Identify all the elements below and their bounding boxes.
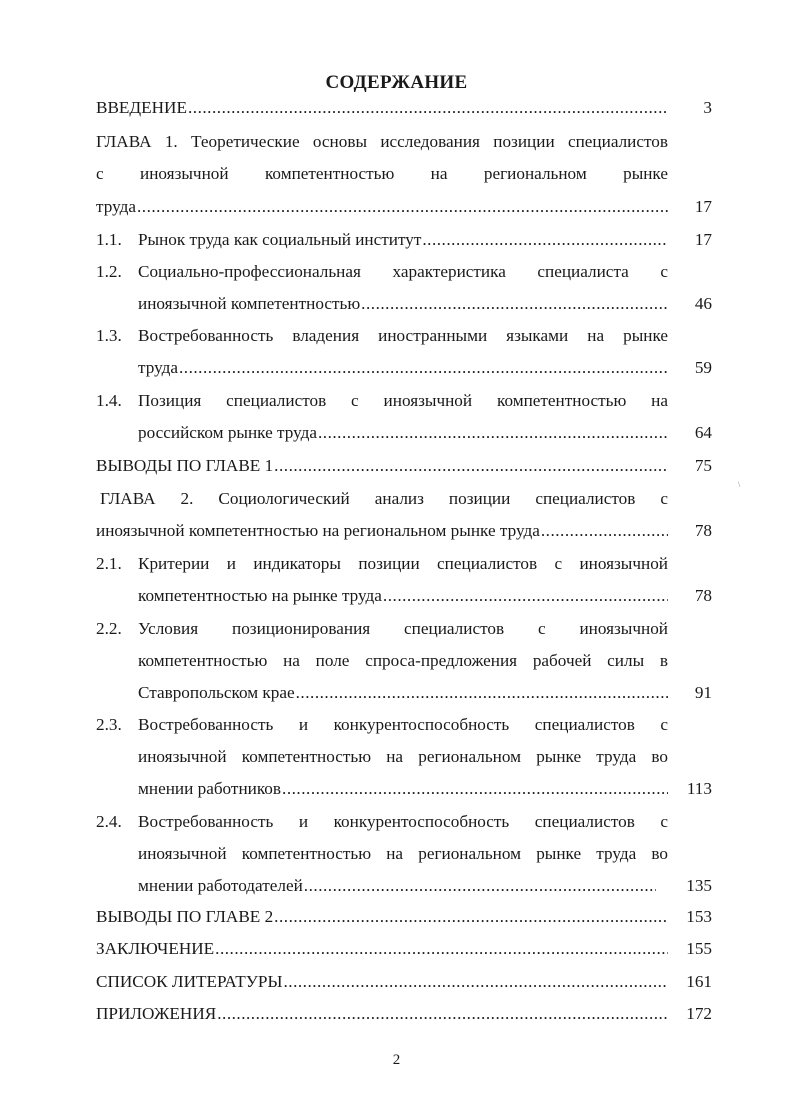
- toc-page-number: 155: [686, 939, 712, 958]
- toc-page-number: 64: [694, 423, 712, 442]
- toc-section-number: 2.1.: [96, 554, 122, 573]
- toc-page-number: 59: [694, 358, 712, 377]
- toc-entry-2-4-line1[interactable]: Востребованность и конкурентоспособность специалистов с: [138, 812, 668, 831]
- toc-page-number: 17: [694, 230, 712, 249]
- toc-page-number: 161: [686, 972, 712, 991]
- toc-entry-label: Рынок труда как социальный институт: [138, 230, 422, 249]
- toc-page-number: 78: [694, 521, 712, 540]
- toc-entry-conclusions-2[interactable]: [96, 905, 668, 929]
- toc-entry-label: компетентностью на рынке труда: [138, 586, 382, 605]
- toc-entry-1-4-line2[interactable]: [138, 421, 668, 445]
- toc-entry-1-1[interactable]: [138, 228, 668, 252]
- toc-chapter1-line2[interactable]: с иноязычной компетентностью на региональном рынке: [96, 164, 668, 183]
- toc-entry-appendices[interactable]: [96, 1002, 668, 1026]
- scan-mark: \: [738, 480, 741, 489]
- toc-page-number: 17: [694, 197, 712, 216]
- toc-entry-label: ПРИЛОЖЕНИЯ: [96, 1004, 217, 1023]
- toc-entry-1-3-line1[interactable]: Востребованность владения иностранными языками на рынке: [138, 326, 668, 345]
- toc-page-number: 78: [694, 586, 712, 605]
- toc-entry-2-2-line2[interactable]: компетентностью на поле спроса-предложения рабочей силы в: [138, 651, 668, 670]
- toc-page-number: 135: [686, 876, 712, 895]
- toc-entry-label: мнении работников: [138, 779, 282, 798]
- toc-entry-2-3-line3[interactable]: [138, 777, 668, 801]
- toc-page-number: 3: [703, 98, 712, 117]
- toc-entry-1-4-line1[interactable]: Позиция специалистов с иноязычной компетентностью на: [138, 391, 668, 410]
- toc-entry-2-4-line2[interactable]: иноязычной компетентностью на региональном рынке труда во: [138, 844, 668, 863]
- toc-entry-1-2-line2[interactable]: [138, 292, 668, 316]
- toc-section-number: 1.1.: [96, 230, 122, 249]
- toc-entry-label: труда: [96, 197, 136, 216]
- toc-entry-label: труда: [138, 358, 178, 377]
- toc-entry-1-3-line2[interactable]: [138, 356, 668, 380]
- toc-section-number: 1.4.: [96, 391, 122, 410]
- toc-entry-bibliography[interactable]: [96, 970, 668, 994]
- toc-page-number: 172: [686, 1004, 712, 1023]
- toc-entry-intro[interactable]: [96, 96, 668, 120]
- toc-entry-conclusions-1[interactable]: [96, 454, 668, 478]
- toc-title: СОДЕРЖАНИЕ: [325, 72, 468, 93]
- toc-chapter1-line1[interactable]: ГЛАВА 1. Теоретические основы исследования позиции специалистов: [96, 132, 668, 151]
- toc-chapter2-line1[interactable]: ГЛАВА 2. Социологический анализ позиции специалистов с: [100, 489, 668, 508]
- toc-entry-label: мнении работодателей: [138, 876, 303, 895]
- toc-entry-label: ВЫВОДЫ ПО ГЛАВЕ 2: [96, 907, 274, 926]
- toc-entry-label: ВЫВОДЫ ПО ГЛАВЕ 1: [96, 456, 274, 475]
- page-number: 2: [392, 1052, 401, 1068]
- toc-section-number: 1.2.: [96, 262, 122, 281]
- toc-page-number: 91: [694, 683, 712, 702]
- toc-entry-2-4-line3[interactable]: [138, 874, 656, 898]
- toc-chapter1-line3[interactable]: [96, 195, 668, 219]
- toc-entry-2-2-line1[interactable]: Условия позиционирования специалистов с иноязычной: [138, 619, 668, 638]
- toc-entry-label: российском рынке труда: [138, 423, 317, 442]
- toc-entry-label: иноязычной компетентностью на региональном рынке труда: [96, 521, 540, 540]
- toc-entry-1-2-line1[interactable]: Социально-профессиональная характеристика специалиста с: [138, 262, 668, 281]
- toc-entry-2-1-line2[interactable]: [138, 584, 668, 608]
- toc-entry-label: СПИСОК ЛИТЕРАТУРЫ: [96, 972, 283, 991]
- toc-section-number: 2.2.: [96, 619, 122, 638]
- toc-section-number: 1.3.: [96, 326, 122, 345]
- toc-entry-2-2-line3[interactable]: [138, 681, 668, 705]
- toc-page-number: 113: [686, 779, 712, 798]
- toc-entry-label: Ставропольском крае: [138, 683, 295, 702]
- toc-chapter2-line2[interactable]: [96, 519, 668, 543]
- toc-page-number: 75: [694, 456, 712, 475]
- toc-entry-label: иноязычной компетентностью: [138, 294, 361, 313]
- toc-entry-2-3-line1[interactable]: Востребованность и конкурентоспособность специалистов с: [138, 715, 668, 734]
- toc-entry-conclusion[interactable]: [96, 937, 668, 961]
- toc-entry-label: ВВЕДЕНИЕ: [96, 98, 187, 117]
- toc-page-number: 153: [686, 907, 712, 926]
- toc-page-number: 46: [694, 294, 712, 313]
- toc-entry-2-3-line2[interactable]: иноязычной компетентностью на региональном рынке труда во: [138, 747, 668, 766]
- toc-section-number: 2.3.: [96, 715, 122, 734]
- toc-entry-label: ЗАКЛЮЧЕНИЕ: [96, 939, 215, 958]
- toc-section-number: 2.4.: [96, 812, 122, 831]
- toc-entry-2-1-line1[interactable]: Критерии и индикаторы позиции специалистов с иноязычной: [138, 554, 668, 573]
